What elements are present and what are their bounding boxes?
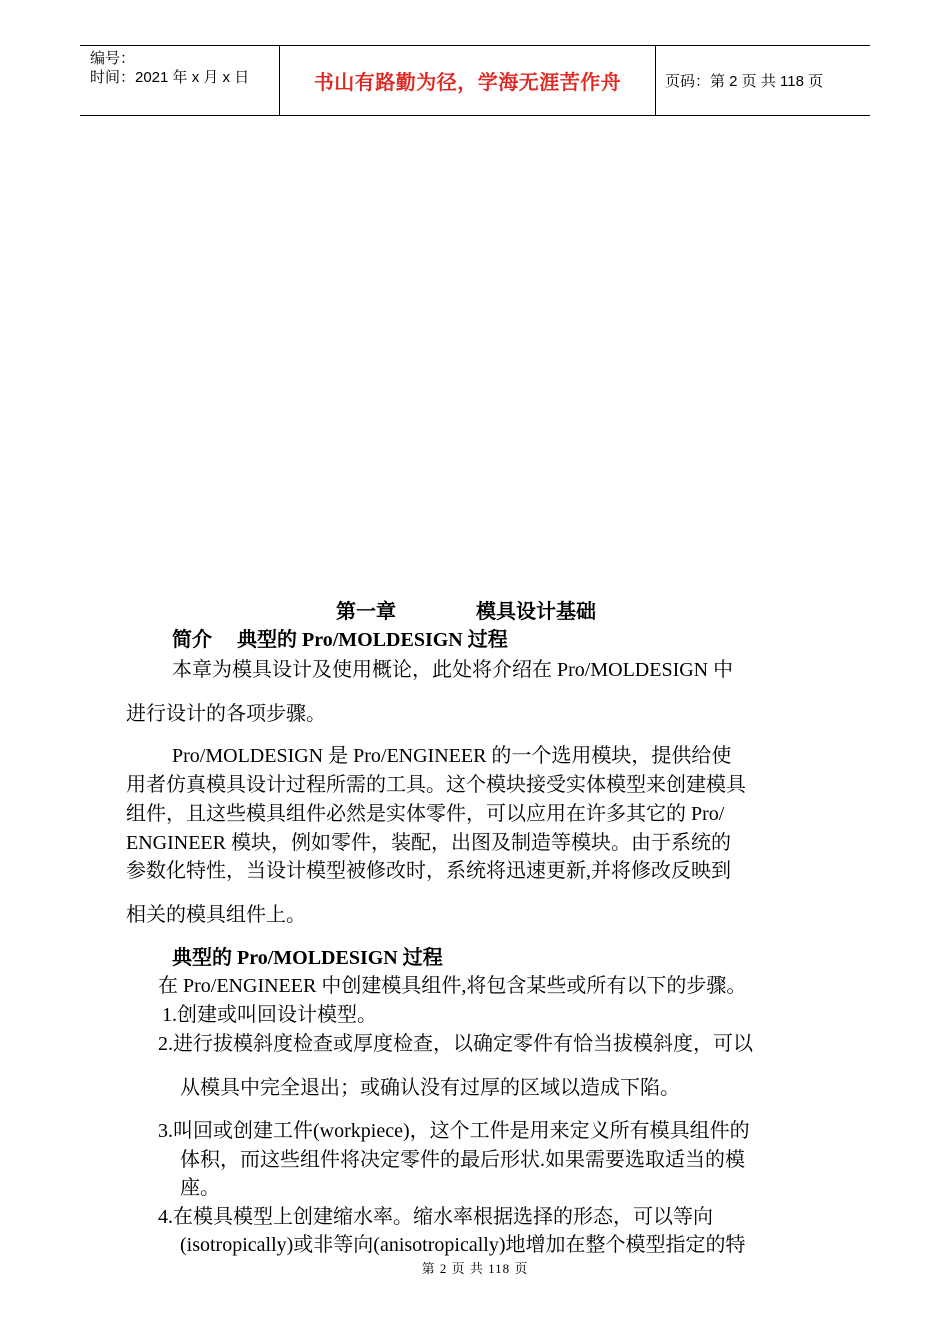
step-3-line-2: 体积，而这些组件将决定零件的最后形状.如果需要选取适当的模 bbox=[180, 1149, 745, 1171]
header-motto: 书山有路勤为径，学海无涯苦作舟 bbox=[280, 46, 656, 115]
section2-title: 典型的 Pro/MOLDESIGN 过程 bbox=[172, 947, 443, 969]
para2-line-4: ENGINEER 模块，例如零件，装配，出图及制造等模块。由于系统的 bbox=[126, 832, 731, 854]
header-code-label: 编号： bbox=[90, 50, 136, 67]
para2-line-1: Pro/MOLDESIGN 是 Pro/ENGINEER 的一个选用模块，提供给使 bbox=[172, 745, 732, 767]
page-header bbox=[80, 45, 870, 116]
step-1: 1.创建或叫回设计模型。 bbox=[162, 1004, 377, 1026]
para2-line-2: 用者仿真模具设计过程所需的工具。这个模块接受实体模型来创建模具 bbox=[126, 774, 746, 796]
intro-line-1: 本章为模具设计及使用概论，此处将介绍在 Pro/MOLDESIGN 中 bbox=[172, 659, 734, 681]
step-4-line-1: 4.在模具模型上创建缩水率。缩水率根据选择的形态，可以等向 bbox=[158, 1206, 713, 1228]
step-3-line-1: 3.叫回或创建工件(workpiece)，这个工件是用来定义所有模具组件的 bbox=[158, 1120, 750, 1142]
header-meta bbox=[80, 46, 280, 115]
header-page-info: 页码：第 2 页 共 118 页 bbox=[665, 73, 824, 90]
para2-line-3: 组件，且这些模具组件必然是实体零件，可以应用在许多其它的 Pro/ bbox=[126, 803, 725, 825]
step-2-line-2: 从模具中完全退出；或确认没有过厚的区域以造成下陷。 bbox=[180, 1077, 680, 1099]
section-title-intro: 简介 典型的 Pro/MOLDESIGN 过程 bbox=[172, 629, 508, 651]
step-4-line-2: (isotropically)或非等向(anisotropically)地增加在整个模型指定的特 bbox=[180, 1234, 746, 1256]
step-2-line-1: 2.进行拔模斜度检查或厚度检查，以确定零件有恰当拔模斜度，可以 bbox=[158, 1033, 753, 1055]
para2-line-6: 相关的模具组件上。 bbox=[126, 904, 306, 926]
header-time-label: 时间：2021 年 x 月 x 日 bbox=[90, 69, 250, 86]
section2-intro: 在 Pro/ENGINEER 中创建模具组件,将包含某些或所有以下的步骤。 bbox=[158, 975, 747, 997]
page-footer: 第 2 页 共 118 页 bbox=[421, 1261, 529, 1276]
step-3-line-3: 座。 bbox=[180, 1177, 220, 1199]
intro-line-2: 进行设计的各项步骤。 bbox=[126, 703, 326, 725]
para2-line-5: 参数化特性，当设计模型被修改时，系统将迅速更新,并将修改反映到 bbox=[126, 860, 731, 882]
chapter-title: 第一章 模具设计基础 bbox=[336, 601, 596, 623]
